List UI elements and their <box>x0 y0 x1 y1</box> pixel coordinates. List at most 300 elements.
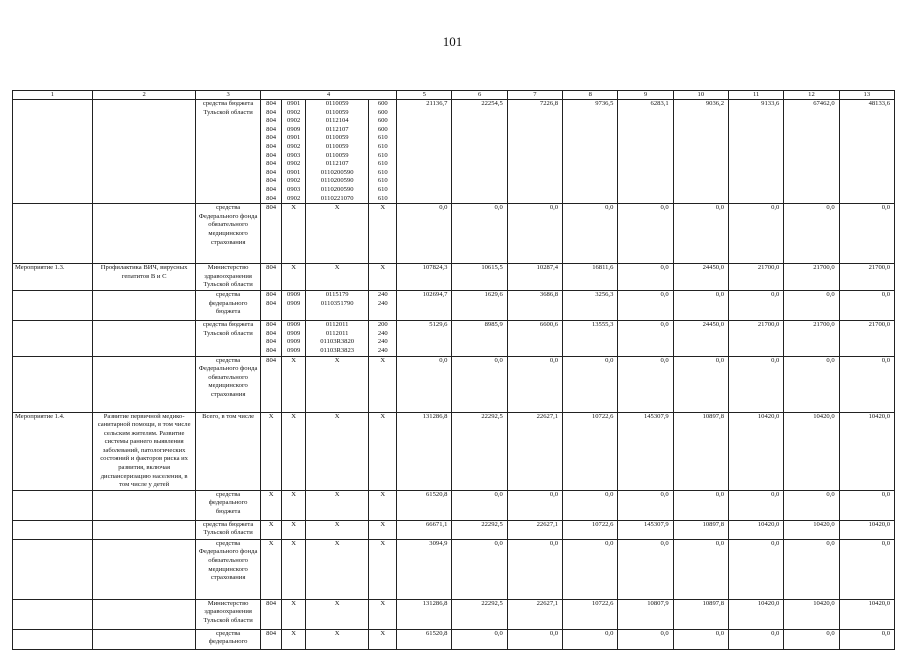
code-line: 0112107 <box>325 125 349 133</box>
vr-code <box>369 629 397 649</box>
amount-cell: 10897,8 <box>673 520 728 539</box>
code-line: 0110351790 <box>320 299 354 307</box>
code-line: 804 <box>266 356 277 364</box>
amount-cell: 66671,1 <box>397 520 452 539</box>
amount-cell: 145307,9 <box>618 412 673 490</box>
amount-cell: 24450,0 <box>673 264 728 291</box>
amount-cell: 21700,0 <box>729 321 784 356</box>
amount-cell: 0,0 <box>839 356 894 412</box>
code-line: 804 <box>266 291 277 299</box>
code-line: 0909 <box>287 329 301 337</box>
measure-number <box>13 599 93 629</box>
rzpr-code <box>282 520 306 539</box>
amount-cell: 0,0 <box>839 539 894 599</box>
code-line: 600 <box>377 125 388 133</box>
amount-cell: 61520,8 <box>397 629 452 649</box>
measure-name <box>92 490 195 520</box>
grbs-code <box>260 539 282 599</box>
code-line: 804 <box>266 338 277 346</box>
grbs-code <box>260 321 282 356</box>
code-line: X <box>380 204 386 212</box>
code-line: 804 <box>266 142 277 150</box>
amount-cell: 0,0 <box>784 629 839 649</box>
amount-cell: 0,0 <box>563 629 618 649</box>
code-line: 01103R3823 <box>320 346 355 354</box>
col-number: 12 <box>784 91 839 100</box>
amount-cell: 0,0 <box>839 291 894 321</box>
amount-cell: 0,0 <box>729 539 784 599</box>
code-line: 0115179 <box>325 291 349 299</box>
csr-code <box>305 321 369 356</box>
col-number: 1 <box>13 91 93 100</box>
amount-cell: 3256,3 <box>563 291 618 321</box>
csr-code <box>305 100 369 204</box>
code-line: 0110059 <box>325 134 349 142</box>
code-line: 0909 <box>287 291 301 299</box>
code-line: 804 <box>266 194 277 202</box>
funding-source: средства федерального бюджета <box>196 291 261 321</box>
code-line: X <box>268 490 274 498</box>
vr-code <box>369 100 397 204</box>
code-line: 0902 <box>287 177 301 185</box>
funding-source: средства федерального бюджета <box>196 490 261 520</box>
col-number: 4 <box>260 91 396 100</box>
table-row <box>13 264 895 291</box>
amount-cell: 0,0 <box>452 204 507 264</box>
amount-cell: 0,0 <box>784 490 839 520</box>
amount-cell: 10722,6 <box>563 520 618 539</box>
code-line: X <box>291 539 297 547</box>
amount-cell: 24450,0 <box>673 321 728 356</box>
csr-code <box>305 291 369 321</box>
amount-cell: 0,0 <box>729 629 784 649</box>
table-row <box>13 356 895 412</box>
amount-cell: 107824,3 <box>397 264 452 291</box>
code-line: 0909 <box>287 338 301 346</box>
amount-cell: 0,0 <box>673 356 728 412</box>
code-line: X <box>291 356 297 364</box>
code-line: 804 <box>266 108 277 116</box>
amount-cell: 9133,6 <box>729 100 784 204</box>
amount-cell: 16811,6 <box>563 264 618 291</box>
measure-name <box>92 629 195 649</box>
amount-cell: 10420,0 <box>729 412 784 490</box>
measure-name <box>92 599 195 629</box>
vr-code <box>369 321 397 356</box>
code-line: X <box>268 539 274 547</box>
table-row <box>13 539 895 599</box>
amount-cell: 21700,0 <box>839 264 894 291</box>
code-line: X <box>380 490 386 498</box>
amount-cell: 67462,0 <box>784 100 839 204</box>
amount-cell: 0,0 <box>784 204 839 264</box>
amount-cell: 21700,0 <box>729 264 784 291</box>
code-line: 804 <box>266 346 277 354</box>
amount-cell: 0,0 <box>729 291 784 321</box>
code-line: 0110059 <box>325 142 349 150</box>
code-line: 0110200590 <box>320 168 354 176</box>
amount-cell: 0,0 <box>507 490 562 520</box>
code-line: X <box>334 520 340 528</box>
code-line: 0909 <box>287 346 301 354</box>
measure-number <box>13 539 93 599</box>
code-line: 0110200590 <box>320 177 354 185</box>
amount-cell: 0,0 <box>618 264 673 291</box>
amount-cell: 10420,0 <box>839 599 894 629</box>
amount-cell: 0,0 <box>507 629 562 649</box>
amount-cell: 10897,8 <box>673 599 728 629</box>
code-line: X <box>380 599 386 607</box>
vr-code <box>369 412 397 490</box>
amount-cell: 10420,0 <box>729 599 784 629</box>
measure-number: Мероприятие 1.3. <box>13 264 93 291</box>
code-line: X <box>334 629 340 637</box>
col-number: 10 <box>673 91 728 100</box>
code-line: 0112011 <box>325 329 349 337</box>
amount-cell: 48133,6 <box>839 100 894 204</box>
code-line: X <box>334 490 340 498</box>
grbs-code <box>260 291 282 321</box>
amount-cell: 0,0 <box>673 539 728 599</box>
code-line: 0112104 <box>325 117 349 125</box>
grbs-code <box>260 412 282 490</box>
measure-name <box>92 204 195 264</box>
rzpr-code <box>282 599 306 629</box>
amount-cell: 10615,5 <box>452 264 507 291</box>
vr-code <box>369 204 397 264</box>
amount-cell: 10420,0 <box>839 412 894 490</box>
amount-cell: 22627,1 <box>507 412 562 490</box>
code-line: 600 <box>377 108 388 116</box>
funding-source: Министерство здравоохранения Тульской области <box>196 599 261 629</box>
amount-cell: 0,0 <box>563 356 618 412</box>
code-line: X <box>334 356 340 364</box>
csr-code <box>305 599 369 629</box>
rzpr-code <box>282 291 306 321</box>
code-line: X <box>334 204 340 212</box>
vr-code <box>369 520 397 539</box>
measure-name: Профилактика ВИЧ, вирусных гепатитов В и С <box>92 264 195 291</box>
code-line: 804 <box>266 629 277 637</box>
amount-cell: 5129,6 <box>397 321 452 356</box>
csr-code <box>305 356 369 412</box>
amount-cell: 10722,6 <box>563 412 618 490</box>
measure-name <box>92 520 195 539</box>
rzpr-code <box>282 204 306 264</box>
grbs-code <box>260 356 282 412</box>
code-line: X <box>380 520 386 528</box>
code-line: 0901 <box>287 134 301 142</box>
amount-cell: 0,0 <box>729 490 784 520</box>
amount-cell: 10420,0 <box>784 599 839 629</box>
code-line: 610 <box>377 168 388 176</box>
amount-cell: 0,0 <box>452 629 507 649</box>
code-line: 0909 <box>287 321 301 329</box>
csr-code <box>305 629 369 649</box>
amount-cell: 0,0 <box>673 204 728 264</box>
code-line: 0909 <box>287 299 301 307</box>
rzpr-code <box>282 412 306 490</box>
amount-cell: 0,0 <box>729 204 784 264</box>
code-line: 0110200590 <box>320 185 354 193</box>
code-line: 0903 <box>287 151 301 159</box>
code-line: 240 <box>377 346 388 354</box>
rzpr-code <box>282 539 306 599</box>
amount-cell: 22292,5 <box>452 520 507 539</box>
col-number: 2 <box>92 91 195 100</box>
code-line: 0902 <box>287 108 301 116</box>
amount-cell: 0,0 <box>563 204 618 264</box>
amount-cell: 0,0 <box>452 539 507 599</box>
code-line: 610 <box>377 151 388 159</box>
amount-cell: 21700,0 <box>839 321 894 356</box>
measure-number <box>13 520 93 539</box>
grbs-code <box>260 490 282 520</box>
vr-code <box>369 264 397 291</box>
amount-cell: 22254,5 <box>452 100 507 204</box>
code-line: 0901 <box>287 100 301 107</box>
code-line: 804 <box>266 185 277 193</box>
code-line: X <box>268 520 274 528</box>
amount-cell: 0,0 <box>839 204 894 264</box>
table-row <box>13 629 895 649</box>
page-number: 101 <box>442 34 463 49</box>
amount-cell: 0,0 <box>397 356 452 412</box>
code-line: X <box>291 264 297 272</box>
col-number: 3 <box>196 91 261 100</box>
amount-cell: 3094,9 <box>397 539 452 599</box>
code-line: 610 <box>377 194 388 202</box>
code-line: 804 <box>266 168 277 176</box>
code-line: 804 <box>266 160 277 168</box>
code-line: 0110221070 <box>320 194 354 202</box>
grbs-code <box>260 204 282 264</box>
amount-cell: 7226,8 <box>507 100 562 204</box>
amount-cell: 0,0 <box>618 629 673 649</box>
amount-cell: 0,0 <box>618 321 673 356</box>
csr-code <box>305 539 369 599</box>
grbs-code <box>260 520 282 539</box>
amount-cell: 21136,7 <box>397 100 452 204</box>
table-row <box>13 204 895 264</box>
table-row <box>13 520 895 539</box>
amount-cell: 0,0 <box>673 490 728 520</box>
vr-code <box>369 291 397 321</box>
amount-cell: 22292,5 <box>452 412 507 490</box>
code-line: 0110059 <box>325 100 349 107</box>
measure-number: Мероприятие 1.4. <box>13 412 93 490</box>
code-line: 804 <box>266 134 277 142</box>
code-line: X <box>268 412 274 420</box>
column-number-row <box>13 91 895 100</box>
csr-code <box>305 412 369 490</box>
amount-cell: 102694,7 <box>397 291 452 321</box>
code-line: 804 <box>266 100 277 107</box>
amount-cell: 13555,3 <box>563 321 618 356</box>
measure-number <box>13 629 93 649</box>
measure-number <box>13 204 93 264</box>
col-number: 6 <box>452 91 507 100</box>
grbs-code <box>260 264 282 291</box>
funding-source: Министерство здравоохранения Тульской области <box>196 264 261 291</box>
code-line: 610 <box>377 177 388 185</box>
table-row <box>13 412 895 490</box>
measure-name <box>92 100 195 204</box>
code-line: 0110059 <box>325 151 349 159</box>
measure-name <box>92 291 195 321</box>
amount-cell: 21700,0 <box>784 264 839 291</box>
amount-cell: 9736,5 <box>563 100 618 204</box>
code-line: X <box>380 539 386 547</box>
amount-cell: 0,0 <box>618 356 673 412</box>
code-line: 804 <box>266 151 277 159</box>
budget-table <box>12 90 895 650</box>
amount-cell: 22627,1 <box>507 599 562 629</box>
funding-source: средства бюджета Тульской области <box>196 100 261 204</box>
measure-name: Развитие первичной медико-санитарной помощи, в том числе сельским жителям. Развитие системы раннего выявления заболеваний, патологических состояний и факторов риска их развития, включая диспансеризацию населения, в том числе у детей <box>92 412 195 490</box>
amount-cell: 0,0 <box>397 204 452 264</box>
amount-cell: 0,0 <box>839 629 894 649</box>
amount-cell: 22627,1 <box>507 520 562 539</box>
vr-code <box>369 539 397 599</box>
amount-cell: 10420,0 <box>784 412 839 490</box>
measure-number <box>13 321 93 356</box>
amount-cell: 61520,8 <box>397 490 452 520</box>
amount-cell: 6600,6 <box>507 321 562 356</box>
code-line: X <box>380 356 386 364</box>
amount-cell: 131286,8 <box>397 599 452 629</box>
amount-cell: 10897,8 <box>673 412 728 490</box>
amount-cell: 0,0 <box>507 539 562 599</box>
code-line: X <box>291 204 297 212</box>
measure-number <box>13 291 93 321</box>
table-row <box>13 291 895 321</box>
code-line: X <box>334 599 340 607</box>
code-line: 804 <box>266 125 277 133</box>
amount-cell: 0,0 <box>563 490 618 520</box>
funding-source: средства бюджета Тульской области <box>196 321 261 356</box>
amount-cell: 0,0 <box>507 356 562 412</box>
col-number: 11 <box>729 91 784 100</box>
code-line: 0903 <box>287 185 301 193</box>
rzpr-code <box>282 100 306 204</box>
amount-cell: 10420,0 <box>784 520 839 539</box>
csr-code <box>305 264 369 291</box>
vr-code <box>369 599 397 629</box>
code-line: 0902 <box>287 194 301 202</box>
code-line: 0110059 <box>325 108 349 116</box>
rzpr-code <box>282 356 306 412</box>
csr-code <box>305 490 369 520</box>
col-number: 8 <box>563 91 618 100</box>
code-line: 0901 <box>287 168 301 176</box>
code-line: X <box>291 520 297 528</box>
code-line: X <box>334 264 340 272</box>
amount-cell: 0,0 <box>452 490 507 520</box>
code-line: 804 <box>266 117 277 125</box>
measure-name <box>92 356 195 412</box>
code-line: X <box>380 629 386 637</box>
amount-cell: 0,0 <box>618 539 673 599</box>
code-line: X <box>334 412 340 420</box>
amount-cell: 10420,0 <box>839 520 894 539</box>
amount-cell: 0,0 <box>618 291 673 321</box>
code-line: 804 <box>266 299 277 307</box>
rzpr-code <box>282 321 306 356</box>
col-number: 5 <box>397 91 452 100</box>
measure-number <box>13 356 93 412</box>
col-number: 7 <box>507 91 562 100</box>
table-row <box>13 321 895 356</box>
table-row <box>13 599 895 629</box>
amount-cell: 0,0 <box>729 356 784 412</box>
code-line: 0902 <box>287 117 301 125</box>
amount-cell: 0,0 <box>673 291 728 321</box>
measure-number <box>13 490 93 520</box>
amount-cell: 1629,6 <box>452 291 507 321</box>
vr-code <box>369 356 397 412</box>
rzpr-code <box>282 629 306 649</box>
table-row <box>13 490 895 520</box>
code-line: 0902 <box>287 160 301 168</box>
amount-cell: 0,0 <box>618 204 673 264</box>
funding-source: средства бюджета Тульской области <box>196 520 261 539</box>
code-line: 200 <box>377 321 388 329</box>
code-line: X <box>291 599 297 607</box>
code-line: 610 <box>377 185 388 193</box>
amount-cell: 10722,6 <box>563 599 618 629</box>
code-line: X <box>291 412 297 420</box>
funding-source: средства Федерального фонда обязательного медицинского страхования <box>196 539 261 599</box>
amount-cell: 0,0 <box>784 356 839 412</box>
code-line: 240 <box>377 338 388 346</box>
code-line: X <box>380 264 386 272</box>
code-line: 240 <box>377 291 388 299</box>
code-line: 610 <box>377 142 388 150</box>
amount-cell: 22292,5 <box>452 599 507 629</box>
code-line: X <box>334 539 340 547</box>
amount-cell: 0,0 <box>452 356 507 412</box>
code-line: 600 <box>377 117 388 125</box>
code-line: 804 <box>266 264 277 272</box>
amount-cell: 0,0 <box>784 291 839 321</box>
col-number: 9 <box>618 91 673 100</box>
code-line: 240 <box>377 299 388 307</box>
code-line: 804 <box>266 329 277 337</box>
measure-name <box>92 321 195 356</box>
amount-cell: 0,0 <box>784 539 839 599</box>
amount-cell: 0,0 <box>673 629 728 649</box>
funding-source: средства федерального <box>196 629 261 649</box>
csr-code <box>305 520 369 539</box>
measure-number <box>13 100 93 204</box>
code-line: 0112011 <box>325 321 349 329</box>
code-line: 0909 <box>287 125 301 133</box>
code-line: X <box>380 412 386 420</box>
code-line: 0112107 <box>325 160 349 168</box>
vr-code <box>369 490 397 520</box>
amount-cell: 10420,0 <box>729 520 784 539</box>
amount-cell: 145307,9 <box>618 520 673 539</box>
amount-cell: 131286,8 <box>397 412 452 490</box>
rzpr-code <box>282 490 306 520</box>
amount-cell: 0,0 <box>563 539 618 599</box>
funding-source: средства Федерального фонда обязательного медицинского страхования <box>196 204 261 264</box>
code-line: X <box>291 490 297 498</box>
table-row <box>13 100 895 204</box>
funding-source: Всего, в том числе <box>196 412 261 490</box>
amount-cell: 9036,2 <box>673 100 728 204</box>
